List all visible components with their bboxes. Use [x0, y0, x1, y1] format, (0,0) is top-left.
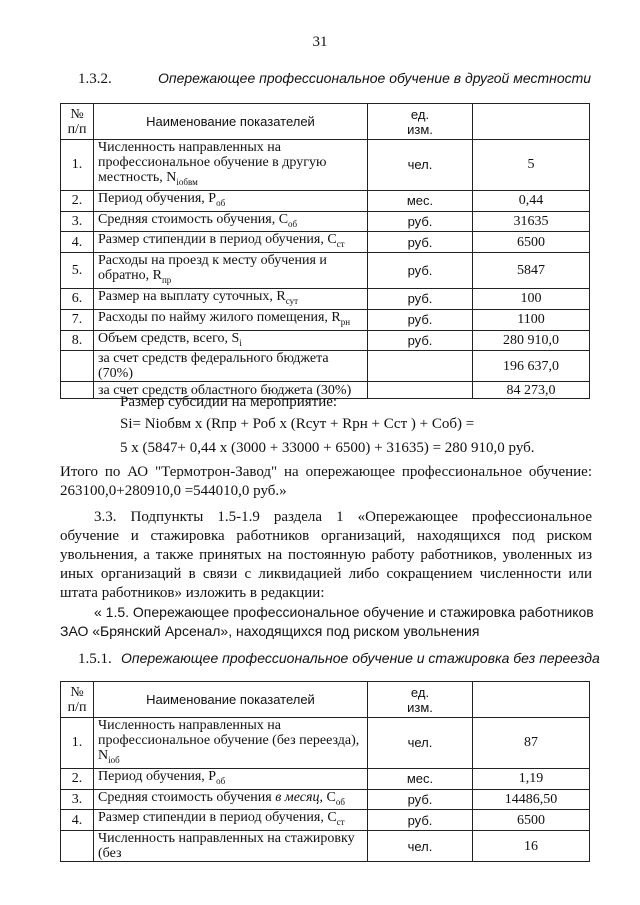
row-value: 84 273,0: [473, 382, 590, 399]
table-2-header: [61, 682, 590, 718]
row-unit: чел.: [368, 140, 473, 191]
row-no: 2.: [61, 190, 94, 211]
row-no: 1.: [61, 718, 94, 769]
section-2-heading: [78, 650, 600, 668]
table-2: [60, 681, 590, 862]
row-value: 0,44: [473, 190, 590, 211]
row-name: Средняя стоимость обучения в месяц, $C_{об}$: [94, 789, 368, 810]
table-row: [61, 768, 590, 789]
row-no: 6.: [61, 288, 94, 309]
total-line-2: 263100,0+280910,0 =544010,0 руб.»: [60, 483, 287, 499]
paragraph-line: штата работников» изложить в редакции:: [60, 585, 325, 601]
table-row: [61, 190, 590, 211]
row-value: 1,19: [473, 768, 590, 789]
row-name: Расходы по найму жилого помещения, $R_{рн}$: [94, 309, 368, 330]
table-row: [61, 309, 590, 330]
row-value: 196 637,0: [473, 351, 590, 382]
row-value: 1100: [473, 309, 590, 330]
row-name: Численность направленных на профессиональное обучение в другую местность, $N_{iобвм}$: [94, 140, 368, 191]
total-paragraph: [60, 463, 592, 501]
section-2-number: 1.5.1.: [78, 651, 112, 667]
header-no: № п/п: [61, 682, 94, 718]
row-no: 3.: [61, 789, 94, 810]
row-unit: руб.: [368, 211, 473, 232]
table-row: [61, 718, 590, 769]
row-no: 2.: [61, 768, 94, 789]
header-no: № п/п: [61, 104, 94, 140]
paragraph-line: увольнения, а также принятых на постоянную работу работников, уволенных из: [60, 547, 592, 563]
table-row: [61, 288, 590, 309]
row-no: 4.: [61, 232, 94, 253]
row-name: за счет средств федерального бюджета (70%): [94, 351, 368, 382]
row-value: 5: [473, 140, 590, 191]
section-1-title: Опережающее профессиональное обучение в другой местности: [158, 70, 592, 86]
header-name: Наименование показателей: [94, 104, 368, 140]
section-1-heading: [78, 70, 591, 88]
row-name: Средняя стоимость обучения, $C_{об}$: [94, 211, 368, 232]
table-1-header: [61, 104, 590, 140]
paragraph-line: иных организаций в связи с ликвидацией либо сокращением численности или: [60, 566, 592, 582]
table-row: [61, 810, 590, 831]
row-no: 4.: [61, 810, 94, 831]
row-name: Численность направленных на профессиональное обучение (без переезда), $N_{iоб}$: [94, 718, 368, 769]
paragraph-line: « 1.5. Опережающее профессиональное обучение и стажировка работников: [94, 604, 594, 620]
row-unit: руб.: [368, 789, 473, 810]
row-value: 14486,50: [473, 789, 590, 810]
paragraph-line: 3.3. Подпункты 1.5-1.9 раздела 1 «Опережающее профессиональное: [94, 509, 592, 525]
subsidy-label: Размер субсидии на мероприятие:: [120, 394, 338, 410]
section-1-number: 1.3.2.: [78, 71, 112, 87]
row-unit: руб.: [368, 232, 473, 253]
table-row: [61, 211, 590, 232]
row-no: 8.: [61, 330, 94, 351]
row-name: Размер стипендии в период обучения, $C_{ст}$: [94, 232, 368, 253]
paragraph-3-3: [60, 508, 592, 603]
row-value: 6500: [473, 810, 590, 831]
row-value: 87: [473, 718, 590, 769]
row-unit: руб.: [368, 288, 473, 309]
row-value: 31635: [473, 211, 590, 232]
row-name: за счет средств областного бюджета (30%): [94, 382, 368, 399]
header-unit: ед. изм.: [368, 104, 473, 140]
row-value: 280 910,0: [473, 330, 590, 351]
row-name: Размер на выплату суточных, $R_{сут}$: [94, 288, 368, 309]
table-row: [61, 351, 590, 382]
row-unit: чел.: [368, 831, 473, 862]
header-value: [473, 104, 590, 140]
section-2-title: Опережающее профессиональное обучение и стажировка без переезда: [121, 650, 600, 666]
row-no: 7.: [61, 309, 94, 330]
row-unit: [368, 382, 473, 399]
row-unit: мес.: [368, 190, 473, 211]
table-row: [61, 789, 590, 810]
subsidy-formula: Si= Niобвм х (Rпр + Роб х (Rсут + Rрн + Сст ) + Соб) =: [120, 416, 475, 432]
table-row: [61, 232, 590, 253]
header-unit: ед. изм.: [368, 682, 473, 718]
row-name: Размер стипендии в период обучения, $C_{ст}$: [94, 810, 368, 831]
row-unit: руб.: [368, 810, 473, 831]
table-row: [61, 831, 590, 862]
row-no: 3.: [61, 211, 94, 232]
row-value: 5847: [473, 253, 590, 289]
paragraph-1-5: [60, 603, 592, 641]
table-row: [61, 253, 590, 289]
row-unit: руб.: [368, 309, 473, 330]
row-unit: руб.: [368, 330, 473, 351]
row-name: Период обучения, $P_{об}$: [94, 768, 368, 789]
total-line-1: Итого по АО "Термотрон-Завод" на опережающее профессиональное обучение:: [60, 464, 592, 480]
row-name: Объем средств, всего, $S_i$: [94, 330, 368, 351]
row-name: Период обучения, $P_{об}$: [94, 190, 368, 211]
row-no: 5.: [61, 253, 94, 289]
row-value: 100: [473, 288, 590, 309]
subsidy-calculation: 5 х (5847+ 0,44 х (3000 + 33000 + 6500) + 31635) = 280 910,0 руб.: [120, 440, 535, 456]
row-no: [61, 831, 94, 862]
paragraph-line: ЗАО «Брянский Арсенал», находящихся под риском увольнения: [60, 623, 480, 639]
table-row: [61, 330, 590, 351]
row-unit: чел.: [368, 718, 473, 769]
table-1: [60, 103, 590, 399]
header-value: [473, 682, 590, 718]
row-no: [61, 382, 94, 399]
row-name: Численность направленных на стажировку (без: [94, 831, 368, 862]
table-row: [61, 140, 590, 191]
header-name: Наименование показателей: [94, 682, 368, 718]
row-value: 16: [473, 831, 590, 862]
row-unit: [368, 351, 473, 382]
row-no: [61, 351, 94, 382]
row-unit: мес.: [368, 768, 473, 789]
row-name: Расходы на проезд к месту обучения и обратно, $R_{пр}$: [94, 253, 368, 289]
paragraph-line: обучение и стажировка работников организаций, находящихся под риском: [60, 528, 592, 544]
row-unit: руб.: [368, 253, 473, 289]
page-number: 31: [312, 34, 328, 50]
row-value: 6500: [473, 232, 590, 253]
row-no: 1.: [61, 140, 94, 191]
